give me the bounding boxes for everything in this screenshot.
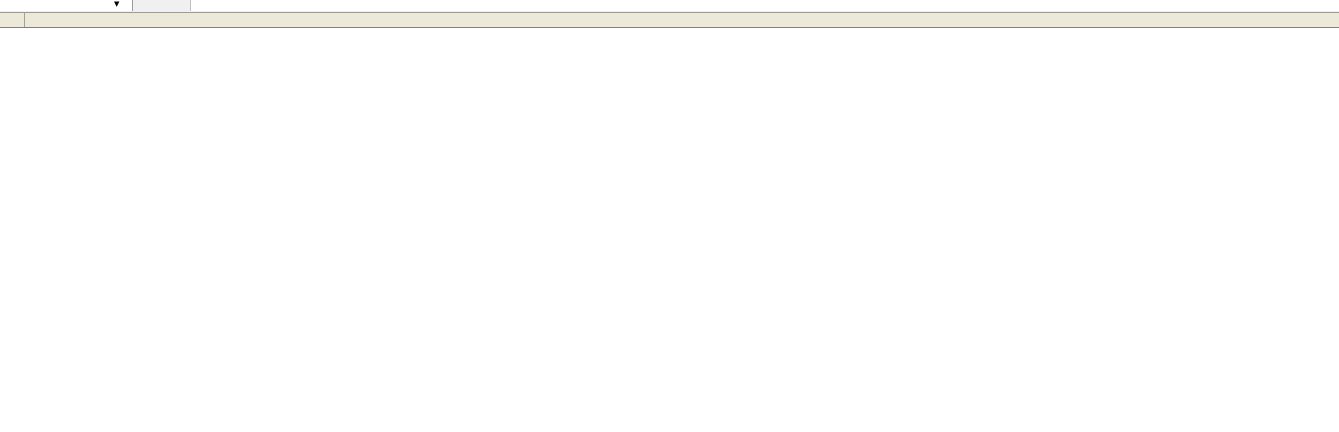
column-header-bar <box>0 13 1339 28</box>
name-box[interactable] <box>0 0 133 11</box>
select-all-corner[interactable] <box>0 13 25 27</box>
formula-input[interactable] <box>190 0 1339 11</box>
chevron-down-icon[interactable]: ▼ <box>114 0 120 8</box>
formula-bar <box>0 0 1339 13</box>
